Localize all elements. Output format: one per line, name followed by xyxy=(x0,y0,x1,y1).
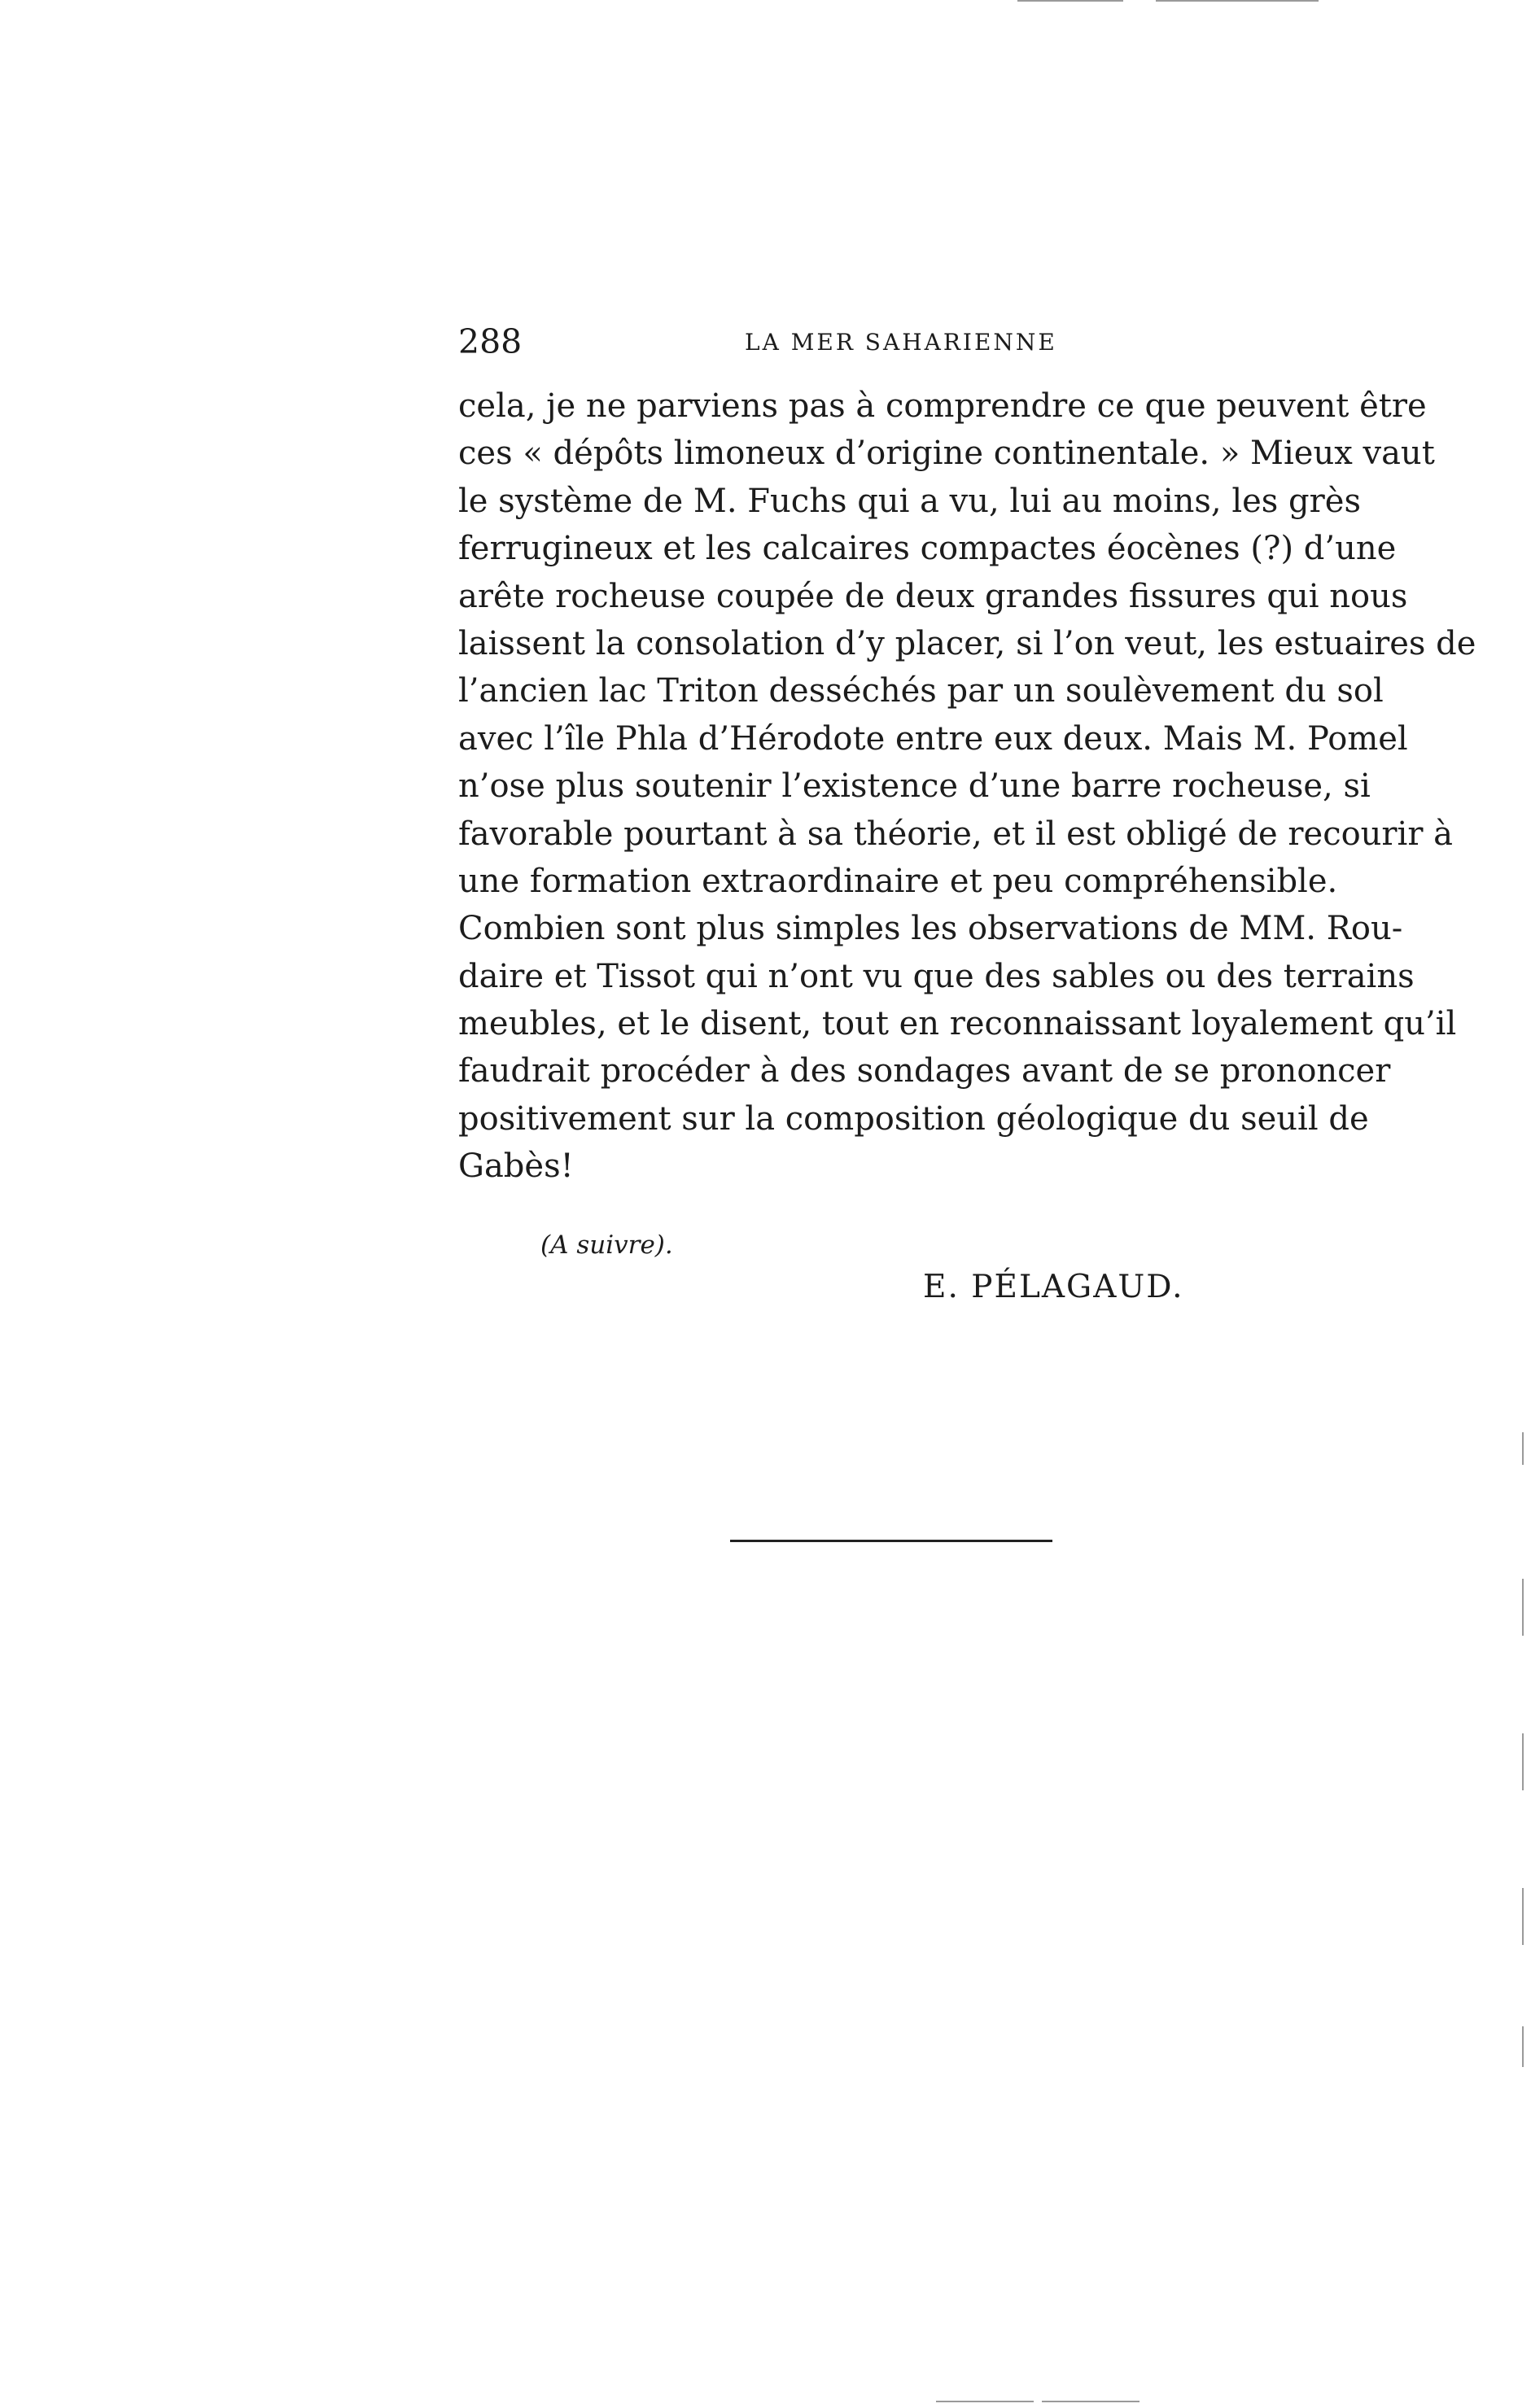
text-line: meubles, et le disent, tout en reconnaissant loyalement qu’il xyxy=(458,1005,1457,1043)
scan-artifact xyxy=(936,2401,1034,2402)
to-be-continued-note: (A suivre). xyxy=(540,1230,673,1260)
text-line: Combien sont plus simples les observations de MM. Rou- xyxy=(458,910,1403,948)
text-line: l’ancien lac Triton desséchés par un soulèvement du sol xyxy=(458,672,1384,710)
scan-artifact xyxy=(1042,2401,1140,2402)
text-line: avec l’île Phla d’Hérodote entre eux deux. Mais M. Pomel xyxy=(458,719,1408,758)
running-title: LA MER SAHARIENNE xyxy=(745,329,1057,356)
text-line: ferrugineux et les calcaires compactes éocènes (?) d’une xyxy=(458,530,1397,568)
scan-artifact xyxy=(1522,1579,1524,1636)
text-line: favorable pourtant à sa théorie, et il est obligé de recourir à xyxy=(458,815,1454,853)
text-line: le système de M. Fuchs qui a vu, lui au moins, les grès xyxy=(458,482,1361,520)
text-line: ces « dépôts limoneux d’origine continentale. » Mieux vaut xyxy=(458,435,1435,473)
text-line: daire et Tissot qui n’ont vu que des sables ou des terrains xyxy=(458,957,1415,995)
text-line: Gabès! xyxy=(458,1147,574,1186)
scan-artifact xyxy=(1156,0,1319,2)
page-header xyxy=(458,317,1370,366)
scan-artifact xyxy=(1522,2026,1524,2067)
text-line: faudrait procéder à des sondages avant de se prononcer xyxy=(458,1052,1391,1090)
text-line: une formation extraordinaire et peu compréhensible. xyxy=(458,862,1338,900)
scan-artifact xyxy=(1522,1432,1524,1465)
page-number: 288 xyxy=(458,322,523,361)
text-line: n’ose plus soutenir l’existence d’une barre rocheuse, si xyxy=(458,767,1371,806)
body-paragraph xyxy=(458,382,1476,1191)
text-line: positivement sur la composition géologique du seuil de xyxy=(458,1099,1369,1138)
end-rule-divider xyxy=(730,1540,1052,1542)
scan-artifact xyxy=(1522,1888,1524,1945)
text-line: arête rocheuse coupée de deux grandes fissures qui nous xyxy=(458,577,1408,615)
scan-artifact xyxy=(1522,1733,1524,1790)
scan-artifact xyxy=(1017,0,1123,2)
text-line: cela, je ne parviens pas à comprendre ce que peuvent être xyxy=(458,387,1427,425)
author-signature: E. PÉLAGAUD. xyxy=(923,1269,1184,1305)
text-line: laissent la consolation d’y placer, si l’on veut, les estuaires de xyxy=(458,624,1476,662)
